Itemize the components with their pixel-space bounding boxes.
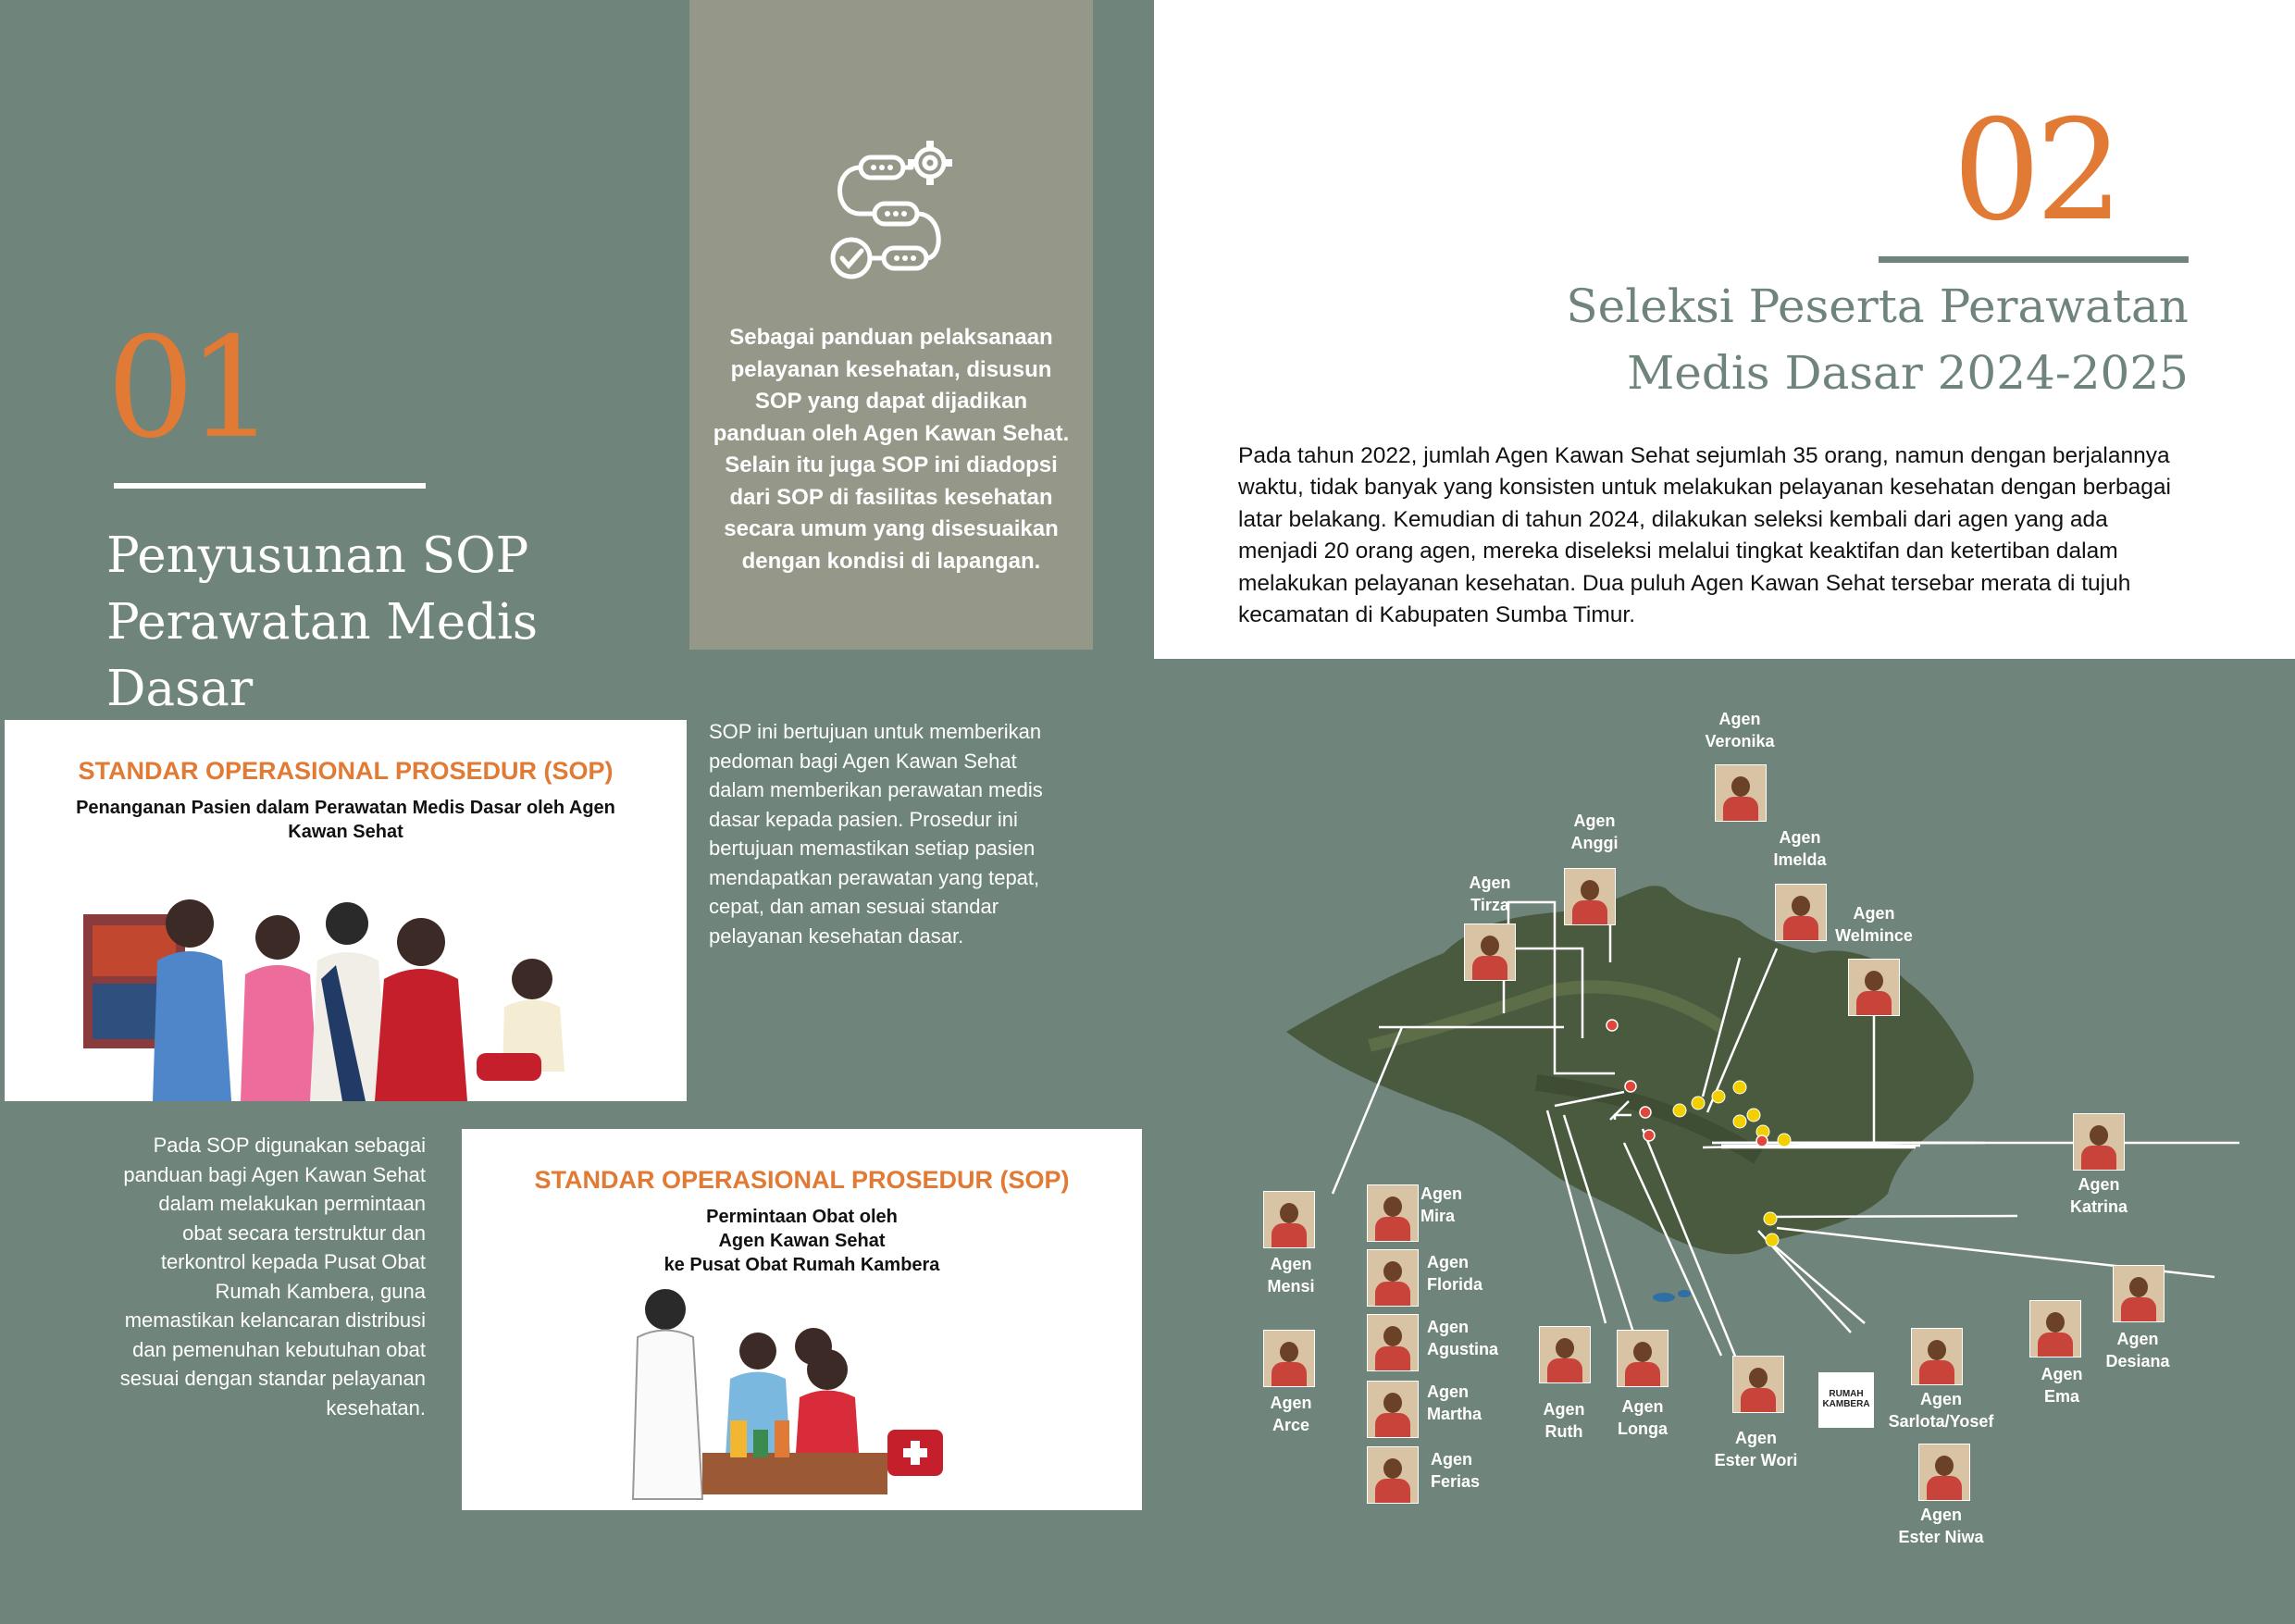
agent-label-martha [1427,1381,1510,1425]
agent-prefix: Agen [1573,812,1616,830]
agent-photo-desiana [2113,1265,2165,1322]
agent-prefix: Agen [1543,1400,1585,1419]
agent-name: Imelda [1773,850,1827,869]
subtitle-line-3: ke Pusat Obat Rumah Kambera [664,1255,940,1275]
agent-photo-imelda [1775,884,1827,941]
intro-text: Sebagai panduan pelaksanaan pelayanan kesehatan, disusun SOP yang dapat dijadikan panduan oleh Agen Kawan Sehat. Selain itu juga SOP ini diadopsi dari SOP di fasilitas kesehatan secara umum yang disesuaikan dengan kondisi di lapangan. [713,325,1070,574]
agent-label-sarlota-yosef [1869,1388,2013,1432]
agent-prefix: Agen [1735,1429,1777,1447]
agent-photo-katrina [2073,1113,2125,1171]
section-number-01: 01 [106,308,268,469]
agent-label-longa [1592,1395,1693,1440]
agent-photo-arce [1263,1330,1315,1387]
subtitle-line-2: Agen Kawan Sehat [718,1231,886,1251]
sop-card-subtitle: Penanganan Pasien dalam Perawatan Medis Dasar oleh Agen Kawan Sehat [76,798,615,842]
agent-photo-mensi [1263,1191,1315,1248]
sop-card-title: STANDAR OPERASIONAL PROSEDUR (SOP) [534,1166,1070,1194]
sop-card-subtitle [573,1205,1031,1277]
agent-photo-ferias [1367,1446,1419,1504]
agent-name: Sarlota/Yosef [1888,1412,1994,1431]
agent-prefix: Agen [1469,874,1511,892]
agent-label-anggi [1544,810,1645,854]
agent-name: Martha [1427,1405,1482,1423]
agent-photo-welmince [1848,959,1900,1016]
agent-prefix: Agen [2041,1365,2083,1383]
title-line-1: Seleksi Peserta Perawatan [1566,279,2189,333]
agent-name: Agustina [1427,1340,1499,1358]
sop-card-title: STANDAR OPERASIONAL PROSEDUR (SOP) [78,757,614,785]
agent-photo-sarlota-yosef [1911,1328,1963,1385]
agent-label-florida [1427,1251,1510,1295]
agent-label-ester-wori [1698,1427,1814,1471]
agent-label-welmince [1823,902,1925,947]
agent-photo-ester-wori [1732,1356,1784,1413]
agent-name: Ruth [1544,1422,1583,1441]
agent-name: Katrina [2069,1197,2128,1216]
agent-prefix: Agen [1427,1253,1469,1271]
agent-label-tirza [1439,872,1541,916]
agent-prefix: Agen [2078,1175,2120,1194]
agent-name: Ema [2043,1387,2080,1406]
agent-prefix: Agen [1270,1255,1312,1273]
agent-photo-ruth [1539,1326,1591,1383]
agent-prefix: Agen [1431,1450,1472,1469]
agent-name: Florida [1427,1275,1483,1294]
rumah-kambera-logo-text: RUMAH KAMBERA [1822,1389,1870,1409]
agent-prefix: Agen [1779,828,1821,847]
agent-photo-veronika [1715,764,1767,822]
agent-prefix: Agen [1621,1397,1664,1416]
section-divider [1879,256,2189,263]
sop-card-1 [5,720,687,1101]
health-workers-illustration [69,886,625,1101]
agent-label-ester-niwa [1883,1504,1999,1548]
agent-photo-longa [1617,1330,1669,1387]
agent-photo-ema [2029,1300,2081,1357]
agent-label-arce [1240,1392,1342,1436]
agent-prefix: Agen [2116,1330,2159,1348]
rumah-kambera-logo [1818,1372,1874,1428]
agent-name: Mensi [1267,1277,1315,1295]
agent-name: Anggi [1570,834,1619,852]
agent-prefix: Agen [1853,904,1895,923]
agent-photo-mira [1367,1184,1419,1242]
agent-label-veronika [1689,708,1791,752]
agent-label-ferias [1431,1448,1505,1493]
agent-name: Desiana [2105,1352,2170,1370]
agent-label-agustina [1427,1316,1529,1360]
agent-label-desiana [2087,1328,2189,1372]
title-line-2: Medis Dasar 2024-2025 [1627,346,2189,400]
agent-label-imelda [1749,826,1851,871]
agent-prefix: Agen [1920,1390,1962,1408]
section-title-sop [106,523,680,723]
agent-photo-ester-niwa [1918,1444,1970,1501]
agent-prefix: Agen [1427,1382,1469,1401]
agent-name: Welmince [1835,926,1913,945]
agent-name: Longa [1618,1419,1668,1438]
section-divider [114,483,426,489]
section-title-seleksi [1536,273,2189,406]
agent-name: Tirza [1470,896,1509,914]
agent-name: Veronika [1705,732,1775,750]
sop-1-description: SOP ini bertujuan untuk memberikan pedoman bagi Agen Kawan Sehat dalam memberikan perawatan medis dasar kepada pasien. Prosedur ini bertujuan memastikan setiap pasien mendapatkan perawatan yang tepat, cepat, dan aman sesuai standar pelayanan kesehatan dasar. [709,720,1043,948]
agent-prefix: Agen [1270,1394,1312,1412]
agent-name: Ferias [1431,1472,1481,1491]
agent-name: Arce [1272,1416,1310,1434]
agent-label-mira [1420,1183,1485,1227]
agent-photo-agustina [1367,1314,1419,1371]
agent-label-katrina [2048,1173,2150,1218]
agent-photo-florida [1367,1249,1419,1307]
agent-prefix: Agen [1718,710,1761,728]
sop-2-description: Pada SOP digunakan sebagai panduan bagi Agen Kawan Sehat dalam melakukan permintaan obat secara terstruktur dan terkontrol kepada Pusat Obat Rumah Kambera, guna memastikan kelancaran distribusi dan pemenuhan kebutuhan obat sesuai dengan standar pelayanan kesehatan. [119,1134,426,1419]
section2-body: Pada tahun 2022, jumlah Agen Kawan Sehat sejumlah 35 orang, namun dengan berjalannya waktu, tidak banyak yang konsisten untuk melakukan pelayanan kesehatan dengan berbagai latar belakang. Kemudian di tahun 2024, dilakukan seleksi kembali dari agen yang ada menjadi 20 orang agen, mereka diseleksi melalui tingkat keaktifan dan ketertiban dalam melakukan pelayanan kesehatan. Dua puluh Agen Kawan Sehat tersebar merata di tujuh kecamatan di Kabupaten Sumba Timur. [1238,443,2171,628]
agent-photo-martha [1367,1381,1419,1438]
medicine-request-illustration [628,1282,980,1504]
agent-photo-anggi [1564,868,1616,925]
agent-name: Ester Wori [1714,1451,1798,1469]
agent-prefix: Agen [1427,1318,1469,1336]
agent-name: Ester Niwa [1898,1528,1984,1546]
agent-label-mensi [1240,1253,1342,1297]
title-line-1: Penyusunan SOP [106,527,529,584]
section-number-02: 02 [1953,91,2118,252]
agent-prefix: Agen [1420,1184,1462,1203]
agent-name: Mira [1420,1207,1456,1225]
sop-card-2 [462,1129,1142,1510]
agent-prefix: Agen [1920,1506,1962,1524]
workflow-gear-check-icon [824,139,962,282]
title-line-2: Perawatan Medis Dasar [106,594,539,717]
subtitle-line-1: Permintaan Obat oleh [706,1207,898,1227]
agent-photo-tirza [1464,924,1516,981]
